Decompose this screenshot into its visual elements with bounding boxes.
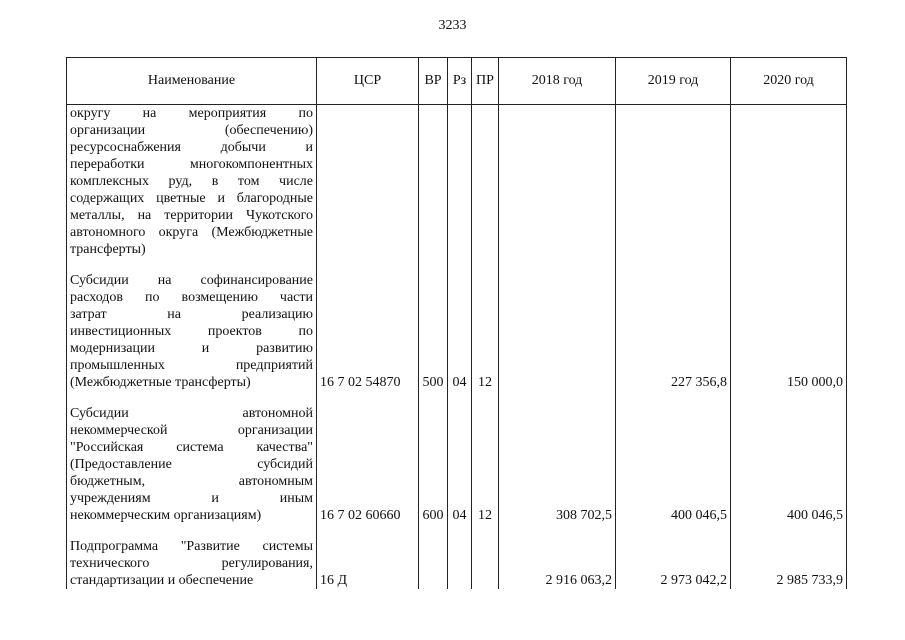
row-name-line: Субсидии автономной bbox=[70, 406, 313, 421]
spacer-cell bbox=[448, 524, 472, 538]
spacer-cell bbox=[472, 524, 499, 538]
row-2020: 400 046,5 bbox=[731, 405, 847, 524]
spacer-cell bbox=[472, 391, 499, 405]
header-2019: 2019 год bbox=[616, 58, 731, 105]
row-rz: 04 bbox=[448, 405, 472, 524]
spacer-cell bbox=[67, 391, 317, 405]
header-pr: ПР bbox=[472, 58, 499, 105]
row-name-line: (Предоставление субсидий bbox=[70, 457, 313, 472]
spacer-cell bbox=[616, 391, 731, 405]
row-spacer bbox=[67, 258, 847, 272]
row-name-line: модернизации и развитию bbox=[70, 341, 313, 356]
spacer-cell bbox=[731, 391, 847, 405]
row-name-line: Субсидии на софинансирование bbox=[70, 273, 313, 288]
spacer-cell bbox=[317, 391, 419, 405]
row-name bbox=[67, 405, 317, 524]
row-vr bbox=[419, 538, 448, 589]
row-name-line: трансферты) bbox=[70, 242, 146, 257]
spacer-cell bbox=[317, 524, 419, 538]
row-name bbox=[67, 105, 317, 259]
row-vr bbox=[419, 105, 448, 259]
spacer-cell bbox=[731, 524, 847, 538]
row-name-line: автономного округа (Межбюджетные bbox=[70, 225, 313, 240]
row-name-line: Подпрограмма "Развитие системы bbox=[70, 539, 313, 554]
row-csr: 16 7 02 60660 bbox=[317, 405, 419, 524]
spacer-cell bbox=[317, 258, 419, 272]
row-vr: 500 bbox=[419, 272, 448, 391]
spacer-cell bbox=[419, 258, 448, 272]
page-number: 3233 bbox=[438, 18, 467, 33]
row-name-line: (Межбюджетные трансферты) bbox=[70, 375, 251, 390]
row-name-line: содержащих цветные и благородные bbox=[70, 191, 313, 206]
row-name-line: некоммерческой организации bbox=[70, 423, 313, 438]
spacer-cell bbox=[419, 524, 448, 538]
row-name-line: комплексных руд, в том числе bbox=[70, 174, 313, 189]
header-name: Наименование bbox=[67, 58, 317, 105]
row-name-line: инвестиционных проектов по bbox=[70, 324, 313, 339]
table-row bbox=[67, 405, 847, 524]
row-name-line: округу на мероприятия по bbox=[70, 106, 313, 121]
spacer-cell bbox=[499, 258, 616, 272]
row-spacer bbox=[67, 391, 847, 405]
spacer-cell bbox=[448, 258, 472, 272]
header-2020: 2020 год bbox=[731, 58, 847, 105]
spacer-cell bbox=[472, 258, 499, 272]
spacer-cell bbox=[616, 524, 731, 538]
row-name-line: организации (обеспечению) bbox=[70, 123, 313, 138]
row-2020 bbox=[731, 105, 847, 259]
row-pr: 12 bbox=[472, 405, 499, 524]
row-rz bbox=[448, 538, 472, 589]
row-name-line: промышленных предприятий bbox=[70, 358, 313, 373]
spacer-cell bbox=[67, 258, 317, 272]
row-name bbox=[67, 538, 317, 589]
row-name-line: переработки многокомпонентных bbox=[70, 157, 313, 172]
table-row bbox=[67, 105, 847, 259]
row-vr: 600 bbox=[419, 405, 448, 524]
row-2019: 400 046,5 bbox=[616, 405, 731, 524]
row-2020: 2 985 733,9 bbox=[731, 538, 847, 589]
row-name-line: расходов по возмещению части bbox=[70, 290, 313, 305]
table-row bbox=[67, 272, 847, 391]
row-name-line: бюджетным, автономным bbox=[70, 474, 313, 489]
row-name-line: стандартизации и обеспечение bbox=[70, 573, 254, 588]
header-csr: ЦСР bbox=[317, 58, 419, 105]
row-name-line: затрат на реализацию bbox=[70, 307, 313, 322]
row-name-line: металлы, на территории Чукотского bbox=[70, 208, 313, 223]
row-2019: 227 356,8 bbox=[616, 272, 731, 391]
budget-table bbox=[66, 57, 847, 589]
row-name-line: ресурсоснабжения добычи и bbox=[70, 140, 313, 155]
row-2018: 308 702,5 bbox=[499, 405, 616, 524]
row-2019: 2 973 042,2 bbox=[616, 538, 731, 589]
spacer-cell bbox=[67, 524, 317, 538]
row-csr bbox=[317, 105, 419, 259]
spacer-cell bbox=[616, 258, 731, 272]
row-name-line: технического регулирования, bbox=[70, 556, 313, 571]
header-vr: ВР bbox=[419, 58, 448, 105]
spacer-cell bbox=[731, 258, 847, 272]
row-2020: 150 000,0 bbox=[731, 272, 847, 391]
header-row bbox=[67, 58, 847, 105]
row-name-line: "Российская система качества" bbox=[70, 440, 313, 455]
row-2019 bbox=[616, 105, 731, 259]
row-rz: 04 bbox=[448, 272, 472, 391]
row-csr: 16 7 02 54870 bbox=[317, 272, 419, 391]
row-name-line: учреждениям и иным bbox=[70, 491, 313, 506]
row-csr: 16 Д bbox=[317, 538, 419, 589]
spacer-cell bbox=[419, 391, 448, 405]
spacer-cell bbox=[448, 391, 472, 405]
row-pr: 12 bbox=[472, 272, 499, 391]
table-row bbox=[67, 538, 847, 589]
row-name-line: некоммерческим организациям) bbox=[70, 508, 262, 523]
row-rz bbox=[448, 105, 472, 259]
header-2018: 2018 год bbox=[499, 58, 616, 105]
header-rz: Рз bbox=[448, 58, 472, 105]
row-pr bbox=[472, 538, 499, 589]
row-2018: 2 916 063,2 bbox=[499, 538, 616, 589]
spacer-cell bbox=[499, 524, 616, 538]
row-name bbox=[67, 272, 317, 391]
row-pr bbox=[472, 105, 499, 259]
row-2018 bbox=[499, 272, 616, 391]
row-2018 bbox=[499, 105, 616, 259]
spacer-cell bbox=[499, 391, 616, 405]
row-spacer bbox=[67, 524, 847, 538]
